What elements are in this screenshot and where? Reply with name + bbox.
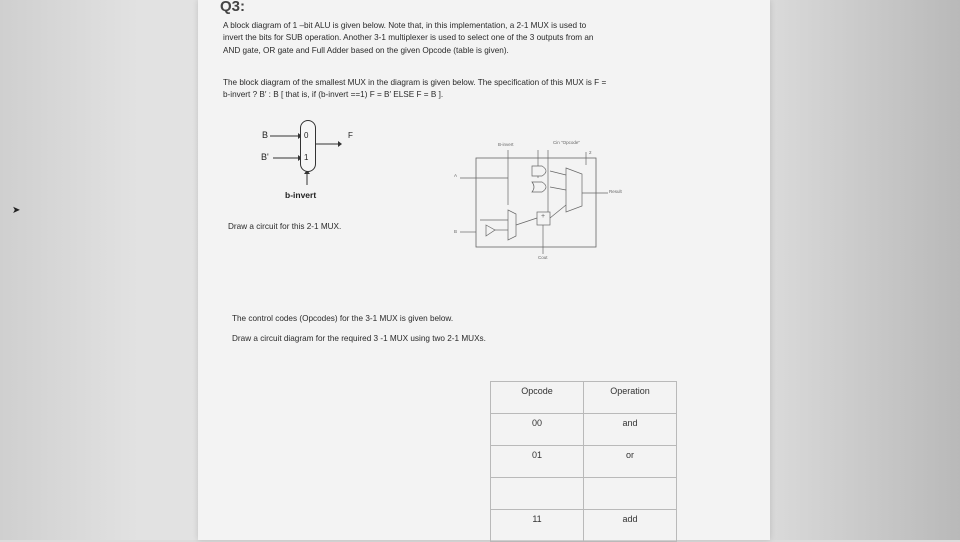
alu-opcode-width: 2 bbox=[589, 150, 592, 155]
mux-input-b-prime: B' bbox=[261, 152, 269, 162]
alu-input-a: A bbox=[454, 173, 458, 178]
alu-result-label: Result bbox=[609, 189, 622, 194]
table-cell-operation: or bbox=[584, 446, 677, 478]
alu-cin-opcode-label: Cin "Opcode" bbox=[553, 140, 580, 145]
table-cell-opcode: 00 bbox=[491, 414, 584, 446]
table-cell-operation bbox=[584, 478, 677, 510]
alu-adder-sign: + bbox=[541, 213, 546, 220]
draw-mux-instruction: Draw a circuit for this 2-1 MUX. bbox=[228, 222, 342, 231]
table-cell-opcode: 11 bbox=[491, 510, 584, 542]
intro-line-2: invert the bits for SUB operation. Another 3-1 multiplexer is used to select one of the 3 outputs from an bbox=[223, 33, 594, 43]
table-cell-opcode: 01 bbox=[491, 446, 584, 478]
table-cell-operation: and bbox=[584, 414, 677, 446]
mux-output-f: F bbox=[348, 131, 353, 140]
table-cell-opcode bbox=[491, 478, 584, 510]
intro-line-1: A block diagram of 1 –bit ALU is given below. Note that, in this implementation, a 2-1 MUX is used to bbox=[223, 21, 587, 30]
alu-cout-label: Cout bbox=[538, 255, 548, 260]
mux-select-label: b-invert bbox=[285, 190, 317, 200]
mux-select-0-label: 0 bbox=[304, 131, 309, 140]
table-header-operation: Operation bbox=[584, 382, 677, 414]
alu-block-diagram bbox=[198, 0, 770, 540]
document-page bbox=[198, 0, 770, 540]
opcode-table bbox=[490, 381, 677, 542]
intro-line-3: AND gate, OR gate and Full Adder based on the given Opcode (table is given). bbox=[223, 45, 509, 55]
table-row bbox=[491, 478, 677, 510]
alu-binvert-label: B-invert bbox=[498, 142, 514, 147]
table-row bbox=[491, 414, 677, 446]
table-row bbox=[491, 446, 677, 478]
table-header-opcode: Opcode bbox=[491, 382, 584, 414]
table-cell-operation: add bbox=[584, 510, 677, 542]
table-row bbox=[491, 510, 677, 542]
opcode-intro-text: The control codes (Opcodes) for the 3-1 MUX is given below. bbox=[232, 314, 454, 323]
question-label: Q3: bbox=[220, 0, 246, 15]
table-header-row bbox=[491, 382, 677, 414]
mux-spec-line-1: The block diagram of the smallest MUX in the diagram is given below. The specification of this MUX is F = bbox=[223, 78, 607, 87]
mux-spec-line-2: b-invert ? B′ : B [ that is, if (b-invert ==1) F = B′ ELSE F = B ]. bbox=[223, 90, 444, 100]
mouse-cursor-icon: ➤ bbox=[12, 205, 21, 216]
mux-select-1-label: 1 bbox=[304, 153, 309, 162]
mux-input-b: B bbox=[262, 130, 269, 140]
draw-3to1-mux-instruction: Draw a circuit diagram for the required 3 -1 MUX using two 2-1 MUXs. bbox=[232, 334, 486, 343]
alu-input-b: B bbox=[454, 229, 458, 234]
